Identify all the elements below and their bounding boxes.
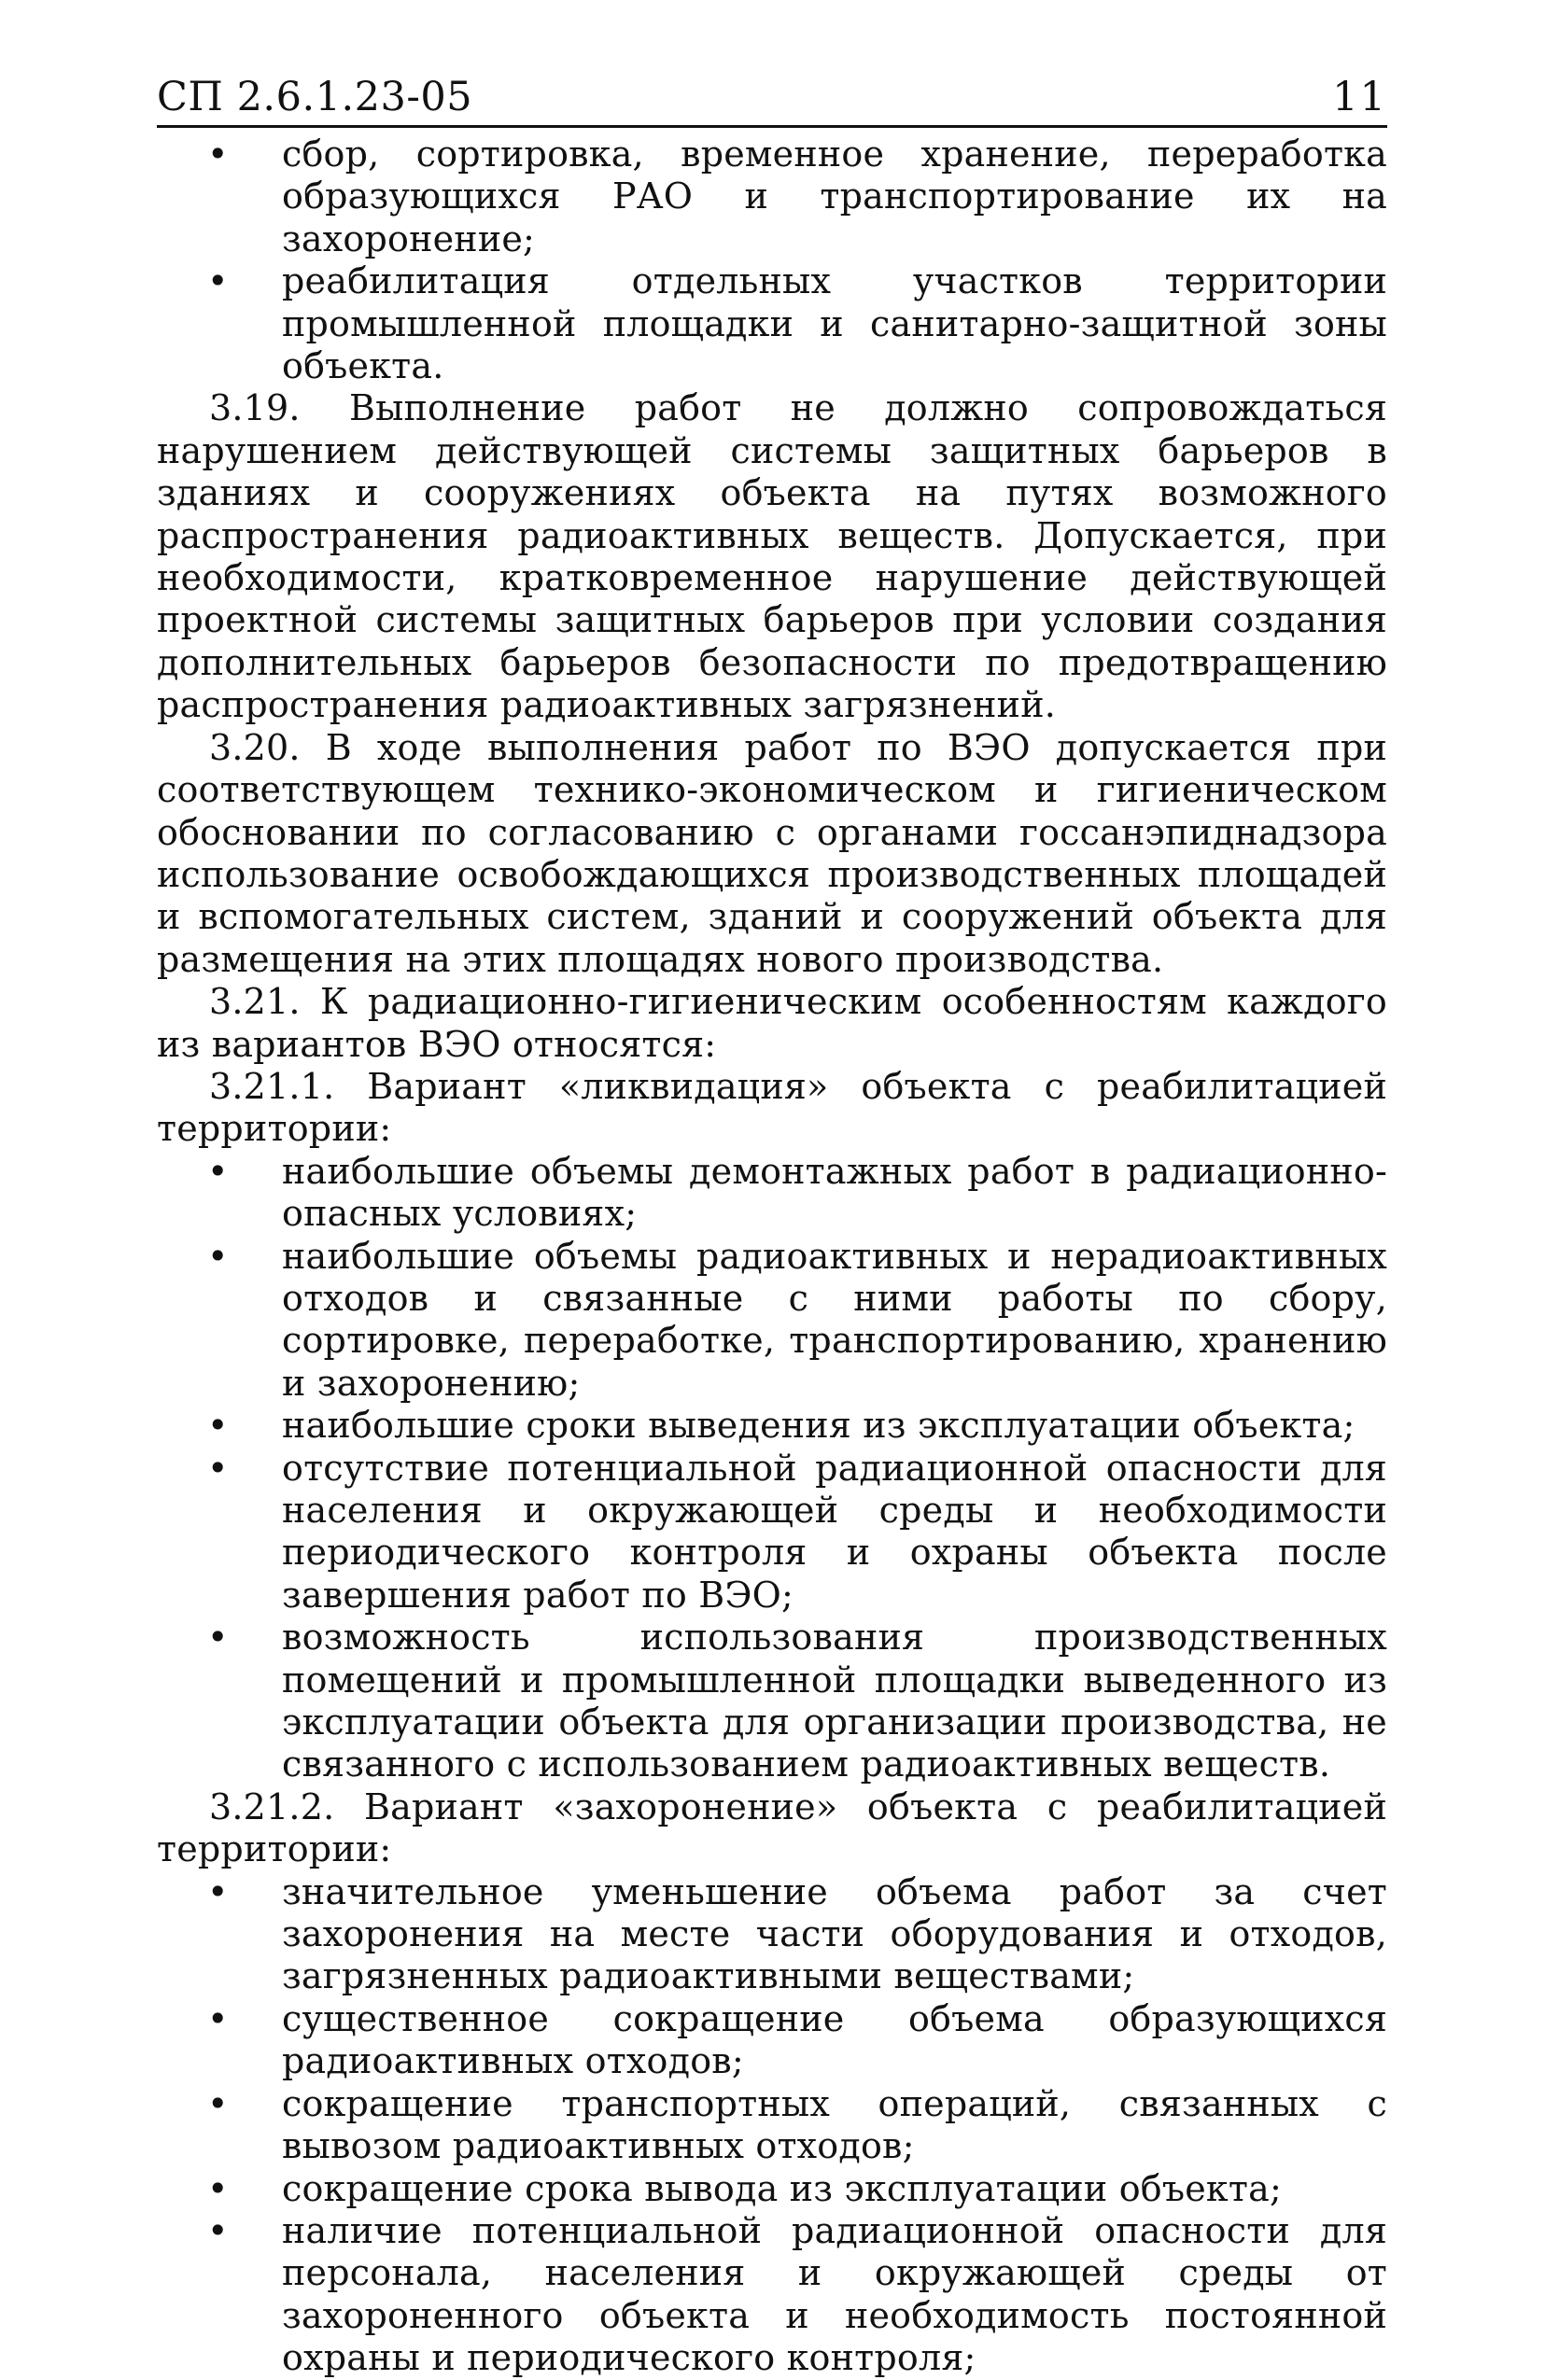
bullet-list [157, 133, 1387, 387]
list-item [157, 260, 1387, 387]
list-item-text: реабилитация отдельных участков территории промышленной площадки и санитарно-защитной зоны объекта. [282, 260, 1387, 387]
paragraph-3-21-1: 3.21.1. Вариант «ликвидация» объекта с реабилитацией территории: [157, 1065, 1387, 1150]
list-item-text: существенное сокращение объема образующихся радиоактивных отходов; [282, 1997, 1387, 2082]
bullet-icon: • [207, 1617, 229, 1659]
list-item [157, 1871, 1387, 1998]
bullet-list [157, 1871, 1387, 2380]
bullet-icon: • [207, 133, 229, 175]
document-body [157, 133, 1387, 2380]
bullet-icon: • [207, 1997, 229, 2039]
bullet-icon: • [207, 2167, 229, 2209]
bullet-icon: • [207, 1870, 229, 1912]
list-item-text: наличие потенциальной радиационной опасности для персонала, населения и окружающей среды от захороненного объекта и необходимость постоянной охраны и периодического контроля; [282, 2209, 1387, 2379]
bullet-icon: • [207, 2082, 229, 2124]
list-item-text: сокращение транспортных операций, связанных с вывозом радиоактивных отходов; [282, 2082, 1387, 2167]
bullet-icon: • [207, 1150, 229, 1192]
bullet-icon: • [207, 1235, 229, 1277]
paragraph-3-19: 3.19. Выполнение работ не должно сопровождаться нарушением действующей системы защитных барьеров в зданиях и сооружениях объекта на путях возможного распространения радиоактивных веществ. Допускается, при необходимости, кратковременное нарушение действующей проектной системы защитных барьеров при условии создания дополнительных барьеров безопасности по предотвращению распространения радиоактивных загрязнений. [157, 387, 1387, 726]
list-item-text: сокращение срока вывода из эксплуатации объекта; [282, 2167, 1282, 2209]
list-item-text: наибольшие объемы радиоактивных и нерадиоактивных отходов и связанные с ними работы по сбору, сортировке, переработке, транспортированию, хранению и захоронению; [282, 1235, 1387, 1404]
list-item [157, 1236, 1387, 1406]
bullet-icon: • [207, 2209, 229, 2251]
list-item-text: отсутствие потенциальной радиационной опасности для населения и окружающей среды и необходимости периодического контроля и охраны объекта после завершения работ по ВЭО; [282, 1447, 1387, 1616]
list-item [157, 1405, 1387, 1447]
page-number: 11 [1332, 74, 1387, 120]
document-page [157, 73, 1387, 2380]
list-item [157, 133, 1387, 260]
list-item-text: сбор, сортировка, временное хранение, переработка образующихся РАО и транспортирование их на захоронение; [282, 133, 1387, 259]
list-item [157, 2083, 1387, 2168]
list-item [157, 1617, 1387, 1786]
paragraph-3-20: 3.20. В ходе выполнения работ по ВЭО допускается при соответствующем технико-экономическом и гигиеническом обосновании по согласованию с органами госсанэпиднадзора использование освобождающихся производственных площадей и вспомогательных систем, зданий и сооружений объекта для размещения на этих площадях нового производства. [157, 726, 1387, 980]
bullet-list [157, 1151, 1387, 1786]
bullet-icon: • [207, 260, 229, 302]
list-item [157, 1151, 1387, 1236]
document-id: СП 2.6.1.23-05 [157, 74, 473, 120]
list-item-text: наибольшие сроки выведения из эксплуатации объекта; [282, 1405, 1355, 1447]
page-header [157, 73, 1387, 128]
list-item-text: наибольшие объемы демонтажных работ в радиационно-опасных условиях; [282, 1150, 1387, 1235]
paragraph-3-21: 3.21. К радиационно-гигиеническим особенностям каждого из вариантов ВЭО относятся: [157, 981, 1387, 1065]
bullet-icon: • [207, 1405, 229, 1447]
list-item [157, 1998, 1387, 2083]
list-item [157, 2168, 1387, 2210]
list-item [157, 2210, 1387, 2380]
bullet-icon: • [207, 1447, 229, 1489]
list-item-text: значительное уменьшение объема работ за счет захоронения на месте части оборудования и отходов, загрязненных радиоактивными веществами; [282, 1870, 1387, 1997]
list-item-text: возможность использования производственных помещений и промышленной площадки выведенного из эксплуатации объекта для организации производства, не связанного с использованием радиоактивных веществ. [282, 1617, 1387, 1785]
paragraph-3-21-2: 3.21.2. Вариант «захоронение» объекта с реабилитацией территории: [157, 1785, 1387, 1870]
list-item [157, 1448, 1387, 1617]
